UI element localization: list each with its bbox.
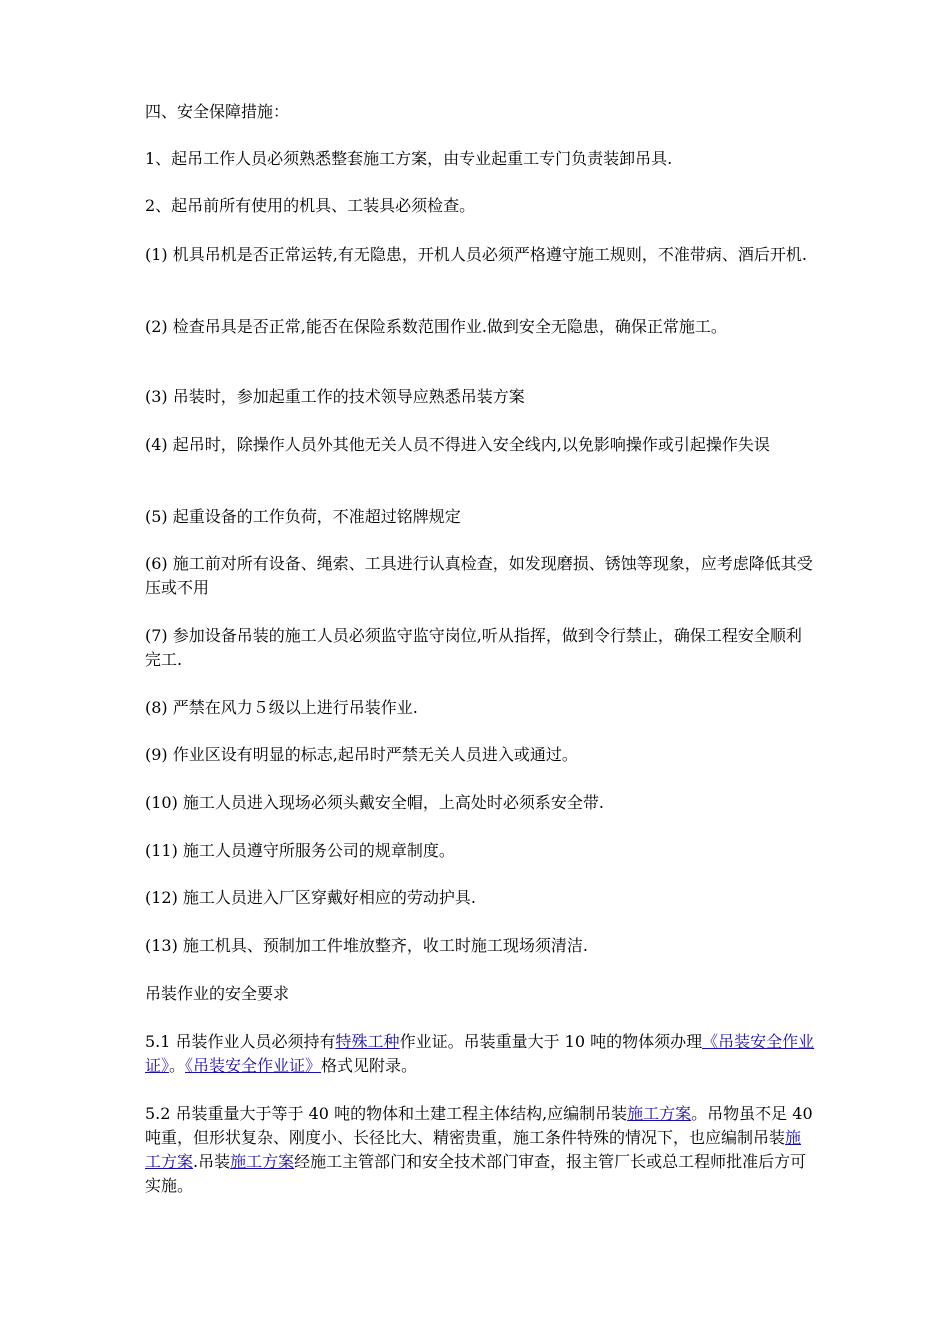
item-sub-1: (1) 机具吊机是否正常运转,有无隐患，开机人员必须严格遵守施工规则，不准带病、酒后开机. — [145, 245, 807, 264]
link-construction-plan-3[interactable]: 施工方案 — [230, 1152, 295, 1171]
item-sub-8: (8) 严禁在风力５级以上进行吊装作业. — [145, 698, 418, 717]
p51-text-4: 格式见附录。 — [321, 1056, 418, 1075]
item-sub-9: (9) 作业区设有明显的标志,起吊时严禁无关人员进入或通过。 — [145, 745, 578, 764]
item-sub-11: (11) 施工人员遵守所服务公司的规章制度。 — [145, 841, 455, 860]
item-2: 2、起吊前所有使用的机具、工装具必须检查。 — [145, 196, 476, 215]
p51-text-2: 作业证。吊装重量大于 10 吨的物体须办理 — [399, 1032, 703, 1051]
item-sub-5: (5) 起重设备的工作负荷，不准超过铭牌规定 — [145, 507, 461, 526]
paragraph-5-1 — [145, 1030, 815, 1078]
item-sub-4: (4) 起吊时，除操作人员外其他无关人员不得进入安全线内,以免影响操作或引起操作失误 — [145, 435, 770, 454]
p51-text-1: 5.1 吊装作业人员必须持有 — [145, 1032, 336, 1051]
link-construction-plan-1[interactable]: 施工方案 — [627, 1104, 692, 1123]
item-sub-12: (12) 施工人员进入厂区穿戴好相应的劳动护具. — [145, 888, 477, 907]
paragraph-5-2 — [145, 1102, 815, 1198]
link-lifting-permit-1[interactable]: 《吊装安全作业证》 — [145, 1032, 815, 1075]
link-special-trade[interactable]: 特殊工种 — [335, 1032, 400, 1051]
subheading: 吊装作业的安全要求 — [145, 984, 290, 1003]
item-sub-13: (13) 施工机具、预制加工件堆放整齐，收工时施工现场须清洁. — [145, 936, 589, 955]
item-sub-6: (6) 施工前对所有设备、绳索、工具进行认真检查，如发现磨损、锈蚀等现象，应考虑降低其受压或不用 — [145, 554, 813, 597]
p52-text-1: 5.2 吊装重量大于等于 40 吨的物体和土建工程主体结构,应编制吊装 — [145, 1104, 628, 1123]
item-sub-10: (10) 施工人员进入现场必须头戴安全帽，上高处时必须系安全带. — [145, 793, 605, 812]
p52-text-4: 经施工主管部门和安全技术部门审查，报主管厂长或总工程师批准后方可实施。 — [145, 1152, 807, 1195]
link-lifting-permit-2[interactable]: 《吊装安全作业证》 — [185, 1056, 322, 1075]
item-sub-7: (7) 参加设备吊装的施工人员必须监守监守岗位,听从指挥，做到令行禁止，确保工程安全顺利完工. — [145, 626, 802, 669]
p51-text-3: 。 — [169, 1056, 186, 1075]
item-sub-2: (2) 检查吊具是否正常,能否在保险系数范围作业.做到安全无隐患，确保正常施工。 — [145, 317, 727, 336]
p52-text-3: .吊装 — [193, 1152, 231, 1171]
p52-text-2: 。吊物虽不足 40 吨重，但形状复杂、刚度小、长径比大、精密贵重，施工条件特殊的情况下，也应编制吊装 — [145, 1104, 813, 1147]
item-1: 1、起吊工作人员必须熟悉整套施工方案，由专业起重工专门负责装卸吊具. — [145, 149, 673, 168]
item-sub-3: (3) 吊装时，参加起重工作的技术领导应熟悉吊装方案 — [145, 387, 525, 406]
section-heading: 四、安全保障措施： — [145, 102, 290, 121]
link-construction-plan-2[interactable]: 施工方案 — [145, 1128, 802, 1171]
